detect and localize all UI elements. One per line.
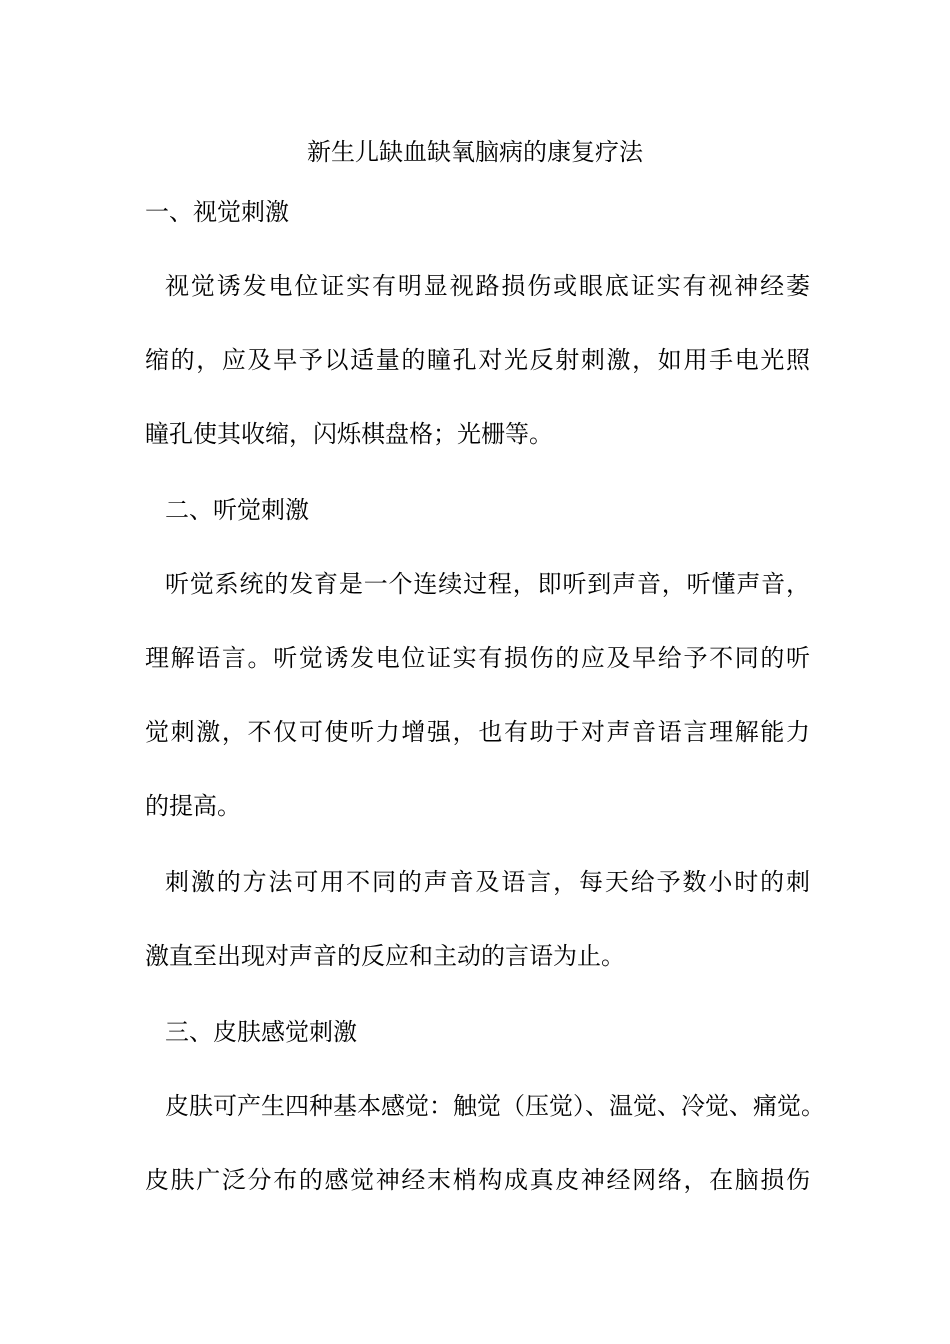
document-title: 新生儿缺血缺氧脑病的康复疗法 [307,138,643,166]
paragraph-line: 皮肤可产生四种基本感觉：触觉（压觉）、温觉、冷觉、痛觉。 [165,1092,825,1120]
paragraph-line: 刺激的方法可用不同的声音及语言，每天给予数小时的刺 [165,868,810,896]
paragraph-line: 觉刺激，不仅可使听力增强，也有助于对声音语言理解能力 [145,718,810,746]
paragraph-line: 激直至出现对声音的反应和主动的言语为止。 [145,942,625,970]
paragraph [145,1088,825,1236]
paragraph-line: 瞳孔使其收缩，闪烁棋盘格；光栅等。 [145,420,553,448]
heading-text: 二、听觉刺激 [165,496,309,524]
paragraph [145,864,810,1012]
paragraph-line: 的提高。 [145,792,241,820]
paragraph [145,268,810,490]
paragraph [145,566,810,862]
paragraph-line: 听觉系统的发育是一个连续过程，即听到声音，听懂声音， [165,570,810,598]
section-heading [145,1014,810,1088]
section-heading [145,194,810,268]
heading-text: 三、皮肤感觉刺激 [165,1018,357,1046]
heading-text: 一、视觉刺激 [145,198,289,226]
paragraph-line: 理解语言。听觉诱发电位证实有损伤的应及早给予不同的听 [145,644,810,672]
section-heading [145,492,810,566]
paragraph-line: 缩的，应及早予以适量的瞳孔对光反射刺激，如用手电光照 [145,346,810,374]
paragraph-line: 视觉诱发电位证实有明显视路损伤或眼底证实有视神经萎 [165,272,810,300]
paragraph-line: 皮肤广泛分布的感觉神经末梢构成真皮神经网络，在脑损伤 [145,1166,810,1194]
